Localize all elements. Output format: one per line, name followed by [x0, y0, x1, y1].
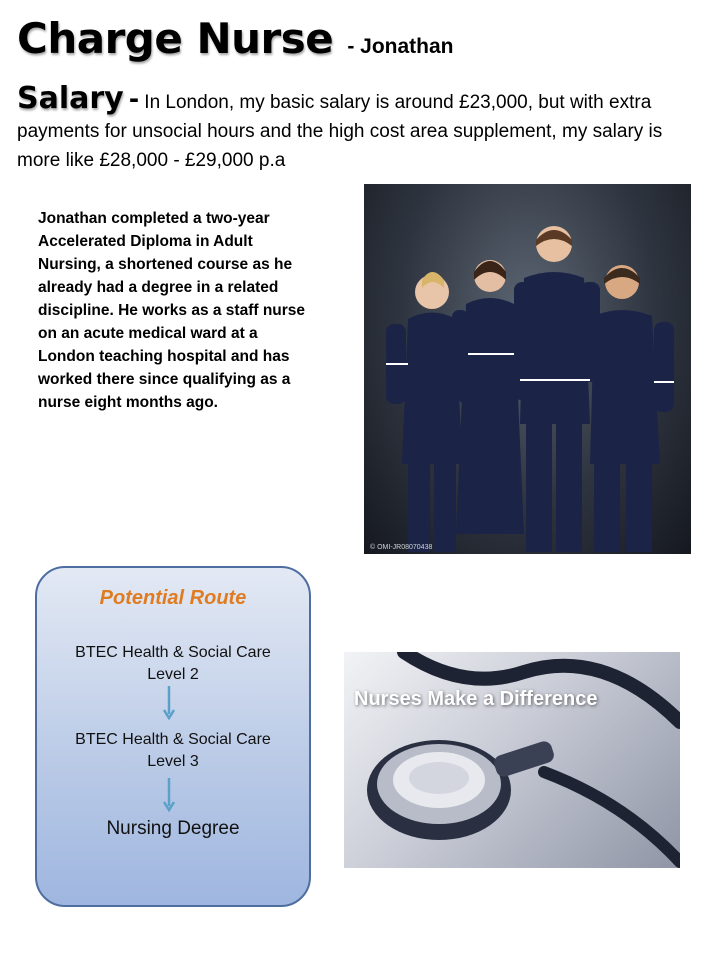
title-main: Charge Nurse	[17, 14, 334, 63]
nurses-team-photo	[364, 184, 691, 554]
bio-text: Jonathan completed a two-year Accelerated Diploma in Adult Nursing, a shortened course as he already had a degree in a related discipline. He works as a staff nurse on an acute medical ward at a London teaching hospital and has worked there since qualifying as a nurse eight months ago.	[38, 210, 306, 411]
nurse-figure	[514, 226, 600, 552]
route-step-btec-level-2	[37, 642, 309, 686]
stethoscope-caption: Nurses Make a Difference	[354, 688, 598, 710]
arrow-down-icon	[163, 686, 175, 720]
route-step-line: Level 2	[147, 666, 199, 683]
photo-credit: © OMI-JR08070438	[370, 544, 433, 551]
stethoscope-icon	[344, 652, 680, 868]
route-step-line: BTEC Health & Social Care	[75, 644, 271, 661]
arrow-down-icon	[163, 778, 175, 812]
route-step-nursing-degree: Nursing Degree	[106, 818, 240, 839]
nurse-figure	[590, 265, 674, 552]
title-suffix: - Jonathan	[347, 35, 454, 58]
salary-text: In London, my basic salary is around £23,000, but with extra payments for unsocial hours and the high cost area supplement, my salary is more like £28,000 - £29,000 p.a	[17, 92, 663, 171]
route-step-line: BTEC Health & Social Care	[75, 731, 271, 748]
route-step-line: Level 3	[147, 753, 199, 770]
route-heading: Potential Route	[99, 587, 247, 609]
stethoscope-image	[344, 652, 680, 868]
page-title	[17, 14, 454, 63]
nurses-illustration	[364, 184, 691, 554]
salary-dash: -	[129, 82, 140, 115]
route-step-btec-level-3	[37, 729, 309, 773]
salary-label: Salary	[17, 81, 124, 116]
salary-paragraph	[17, 81, 709, 175]
potential-route-box	[35, 566, 311, 907]
